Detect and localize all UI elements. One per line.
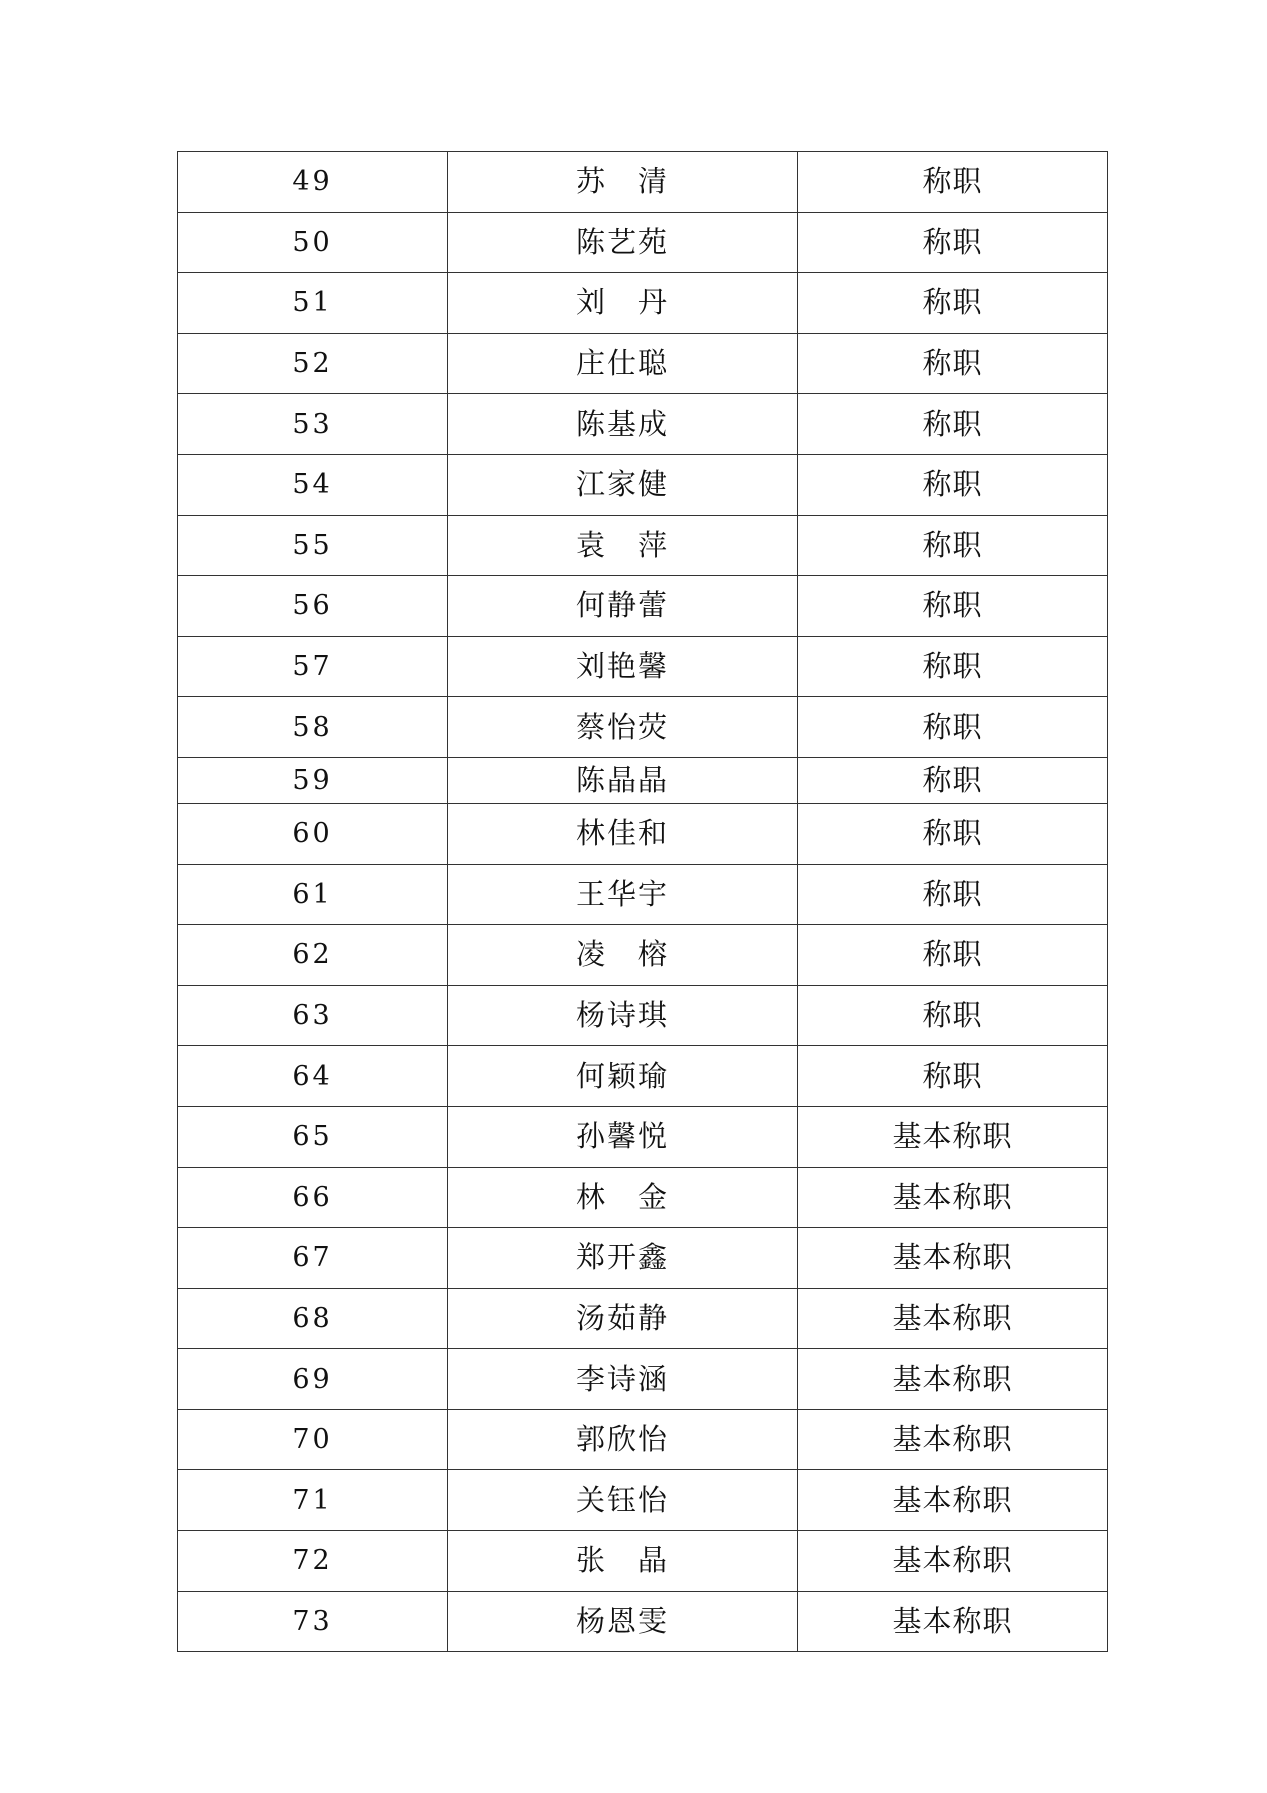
table-row <box>178 1591 1108 1652</box>
row-number-cell: 57 <box>178 636 448 697</box>
table-row <box>178 576 1108 637</box>
table-row <box>178 1228 1108 1289</box>
person-name-cell: 江家健 <box>448 454 798 515</box>
person-name-cell: 陈艺苑 <box>448 212 798 273</box>
table-row <box>178 636 1108 697</box>
table-row <box>178 1349 1108 1410</box>
row-number-cell: 73 <box>178 1591 448 1652</box>
row-number-cell: 49 <box>178 152 448 213</box>
person-name-cell: 林佳和 <box>448 803 798 864</box>
row-number-cell: 54 <box>178 454 448 515</box>
person-name-cell: 郑开鑫 <box>448 1228 798 1289</box>
row-number-cell: 62 <box>178 925 448 986</box>
person-name-cell: 关钰怡 <box>448 1470 798 1531</box>
table-row <box>178 273 1108 334</box>
evaluation-result-cell: 称职 <box>798 697 1108 758</box>
table-row <box>178 333 1108 394</box>
evaluation-table <box>177 151 1108 1652</box>
evaluation-result-cell: 基本称职 <box>798 1106 1108 1167</box>
row-number-cell: 69 <box>178 1349 448 1410</box>
person-name-cell: 孙馨悦 <box>448 1106 798 1167</box>
evaluation-result-cell: 基本称职 <box>798 1409 1108 1470</box>
evaluation-result-cell: 基本称职 <box>798 1228 1108 1289</box>
row-number-cell: 60 <box>178 803 448 864</box>
evaluation-result-cell: 基本称职 <box>798 1288 1108 1349</box>
table-row <box>178 1106 1108 1167</box>
evaluation-result-cell: 基本称职 <box>798 1167 1108 1228</box>
evaluation-result-cell: 基本称职 <box>798 1349 1108 1410</box>
table-row <box>178 985 1108 1046</box>
table-row <box>178 394 1108 455</box>
row-number-cell: 55 <box>178 515 448 576</box>
table-row <box>178 1409 1108 1470</box>
table-row <box>178 1046 1108 1107</box>
person-name-cell: 李诗涵 <box>448 1349 798 1410</box>
evaluation-result-cell: 称职 <box>798 212 1108 273</box>
row-number-cell: 70 <box>178 1409 448 1470</box>
person-name-cell: 凌 榕 <box>448 925 798 986</box>
person-name-cell: 王华宇 <box>448 864 798 925</box>
person-name-cell: 苏 清 <box>448 152 798 213</box>
person-name-cell: 何颖瑜 <box>448 1046 798 1107</box>
evaluation-result-cell: 称职 <box>798 515 1108 576</box>
evaluation-result-cell: 称职 <box>798 757 1108 803</box>
person-name-cell: 张 晶 <box>448 1531 798 1592</box>
table-row <box>178 697 1108 758</box>
person-name-cell: 陈晶晶 <box>448 757 798 803</box>
table-row <box>178 152 1108 213</box>
evaluation-result-cell: 基本称职 <box>798 1591 1108 1652</box>
person-name-cell: 袁 萍 <box>448 515 798 576</box>
evaluation-result-cell: 称职 <box>798 273 1108 334</box>
person-name-cell: 汤茹静 <box>448 1288 798 1349</box>
table-row <box>178 212 1108 273</box>
evaluation-result-cell: 称职 <box>798 864 1108 925</box>
person-name-cell: 刘艳馨 <box>448 636 798 697</box>
row-number-cell: 53 <box>178 394 448 455</box>
row-number-cell: 52 <box>178 333 448 394</box>
table-row <box>178 864 1108 925</box>
person-name-cell: 何静蕾 <box>448 576 798 637</box>
evaluation-result-cell: 称职 <box>798 803 1108 864</box>
evaluation-result-cell: 称职 <box>798 454 1108 515</box>
row-number-cell: 68 <box>178 1288 448 1349</box>
table-row <box>178 757 1108 803</box>
evaluation-result-cell: 称职 <box>798 1046 1108 1107</box>
row-number-cell: 64 <box>178 1046 448 1107</box>
evaluation-result-cell: 基本称职 <box>798 1470 1108 1531</box>
table-row <box>178 925 1108 986</box>
evaluation-result-cell: 称职 <box>798 152 1108 213</box>
row-number-cell: 65 <box>178 1106 448 1167</box>
evaluation-result-cell: 称职 <box>798 333 1108 394</box>
table-row <box>178 1288 1108 1349</box>
table-row <box>178 515 1108 576</box>
person-name-cell: 刘 丹 <box>448 273 798 334</box>
row-number-cell: 56 <box>178 576 448 637</box>
evaluation-table-body <box>178 152 1108 1652</box>
person-name-cell: 林 金 <box>448 1167 798 1228</box>
evaluation-result-cell: 基本称职 <box>798 1531 1108 1592</box>
row-number-cell: 59 <box>178 757 448 803</box>
row-number-cell: 50 <box>178 212 448 273</box>
row-number-cell: 66 <box>178 1167 448 1228</box>
person-name-cell: 郭欣怡 <box>448 1409 798 1470</box>
row-number-cell: 63 <box>178 985 448 1046</box>
table-row <box>178 1531 1108 1592</box>
evaluation-result-cell: 称职 <box>798 394 1108 455</box>
table-row <box>178 803 1108 864</box>
row-number-cell: 67 <box>178 1228 448 1289</box>
row-number-cell: 72 <box>178 1531 448 1592</box>
evaluation-result-cell: 称职 <box>798 925 1108 986</box>
evaluation-result-cell: 称职 <box>798 576 1108 637</box>
person-name-cell: 杨诗琪 <box>448 985 798 1046</box>
person-name-cell: 陈基成 <box>448 394 798 455</box>
person-name-cell: 庄仕聪 <box>448 333 798 394</box>
row-number-cell: 71 <box>178 1470 448 1531</box>
evaluation-result-cell: 称职 <box>798 985 1108 1046</box>
table-row <box>178 454 1108 515</box>
person-name-cell: 蔡怡荧 <box>448 697 798 758</box>
evaluation-result-cell: 称职 <box>798 636 1108 697</box>
person-name-cell: 杨恩雯 <box>448 1591 798 1652</box>
table-row <box>178 1470 1108 1531</box>
row-number-cell: 51 <box>178 273 448 334</box>
table-row <box>178 1167 1108 1228</box>
row-number-cell: 61 <box>178 864 448 925</box>
row-number-cell: 58 <box>178 697 448 758</box>
